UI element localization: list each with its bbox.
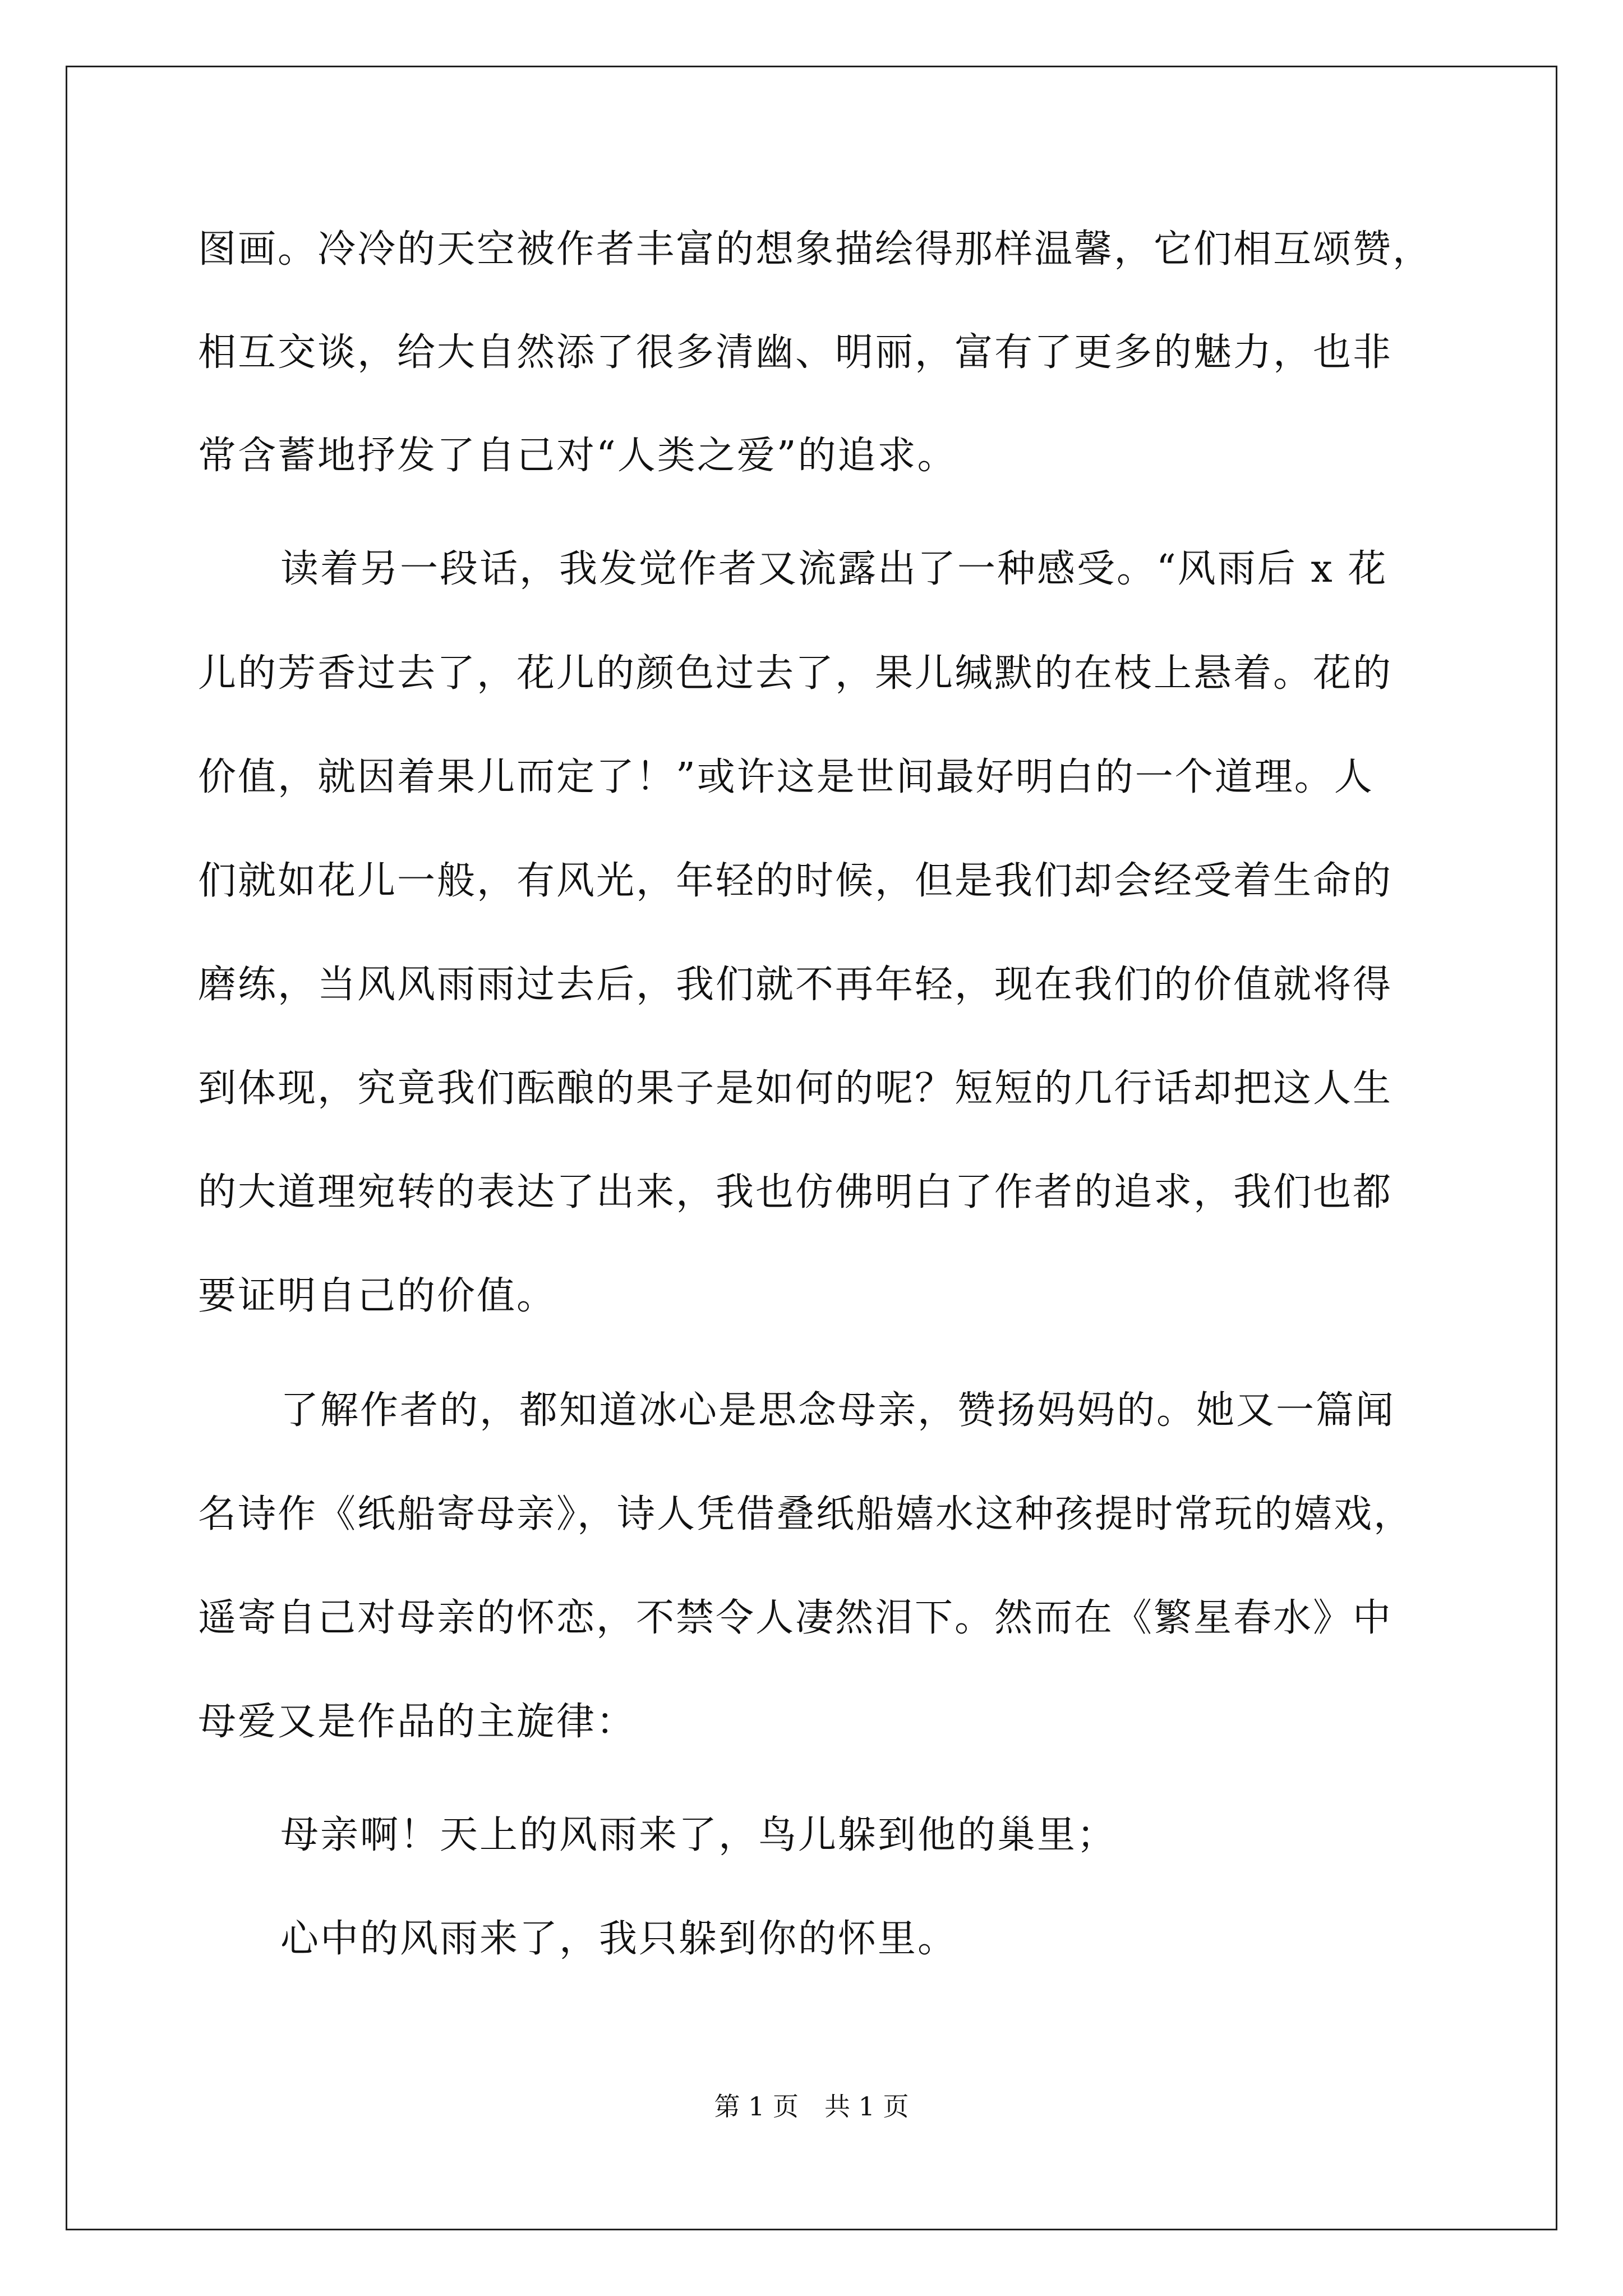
text-line: 图画。冷冷的天空被作者丰富的想象描绘得那样温馨，它们相互颂赞， (198, 227, 1433, 272)
text-line: 们就如花儿一般，有风光，年轻的时候，但是我们却会经受着生命的 (198, 859, 1393, 903)
text-line: 到体现，究竟我们酝酿的果子是如何的呢？短短的几行话却把这人生 (198, 1066, 1393, 1111)
paragraph-first-line: 了解作者的，都知道冰心是思念母亲，赞扬妈妈的。她又一篇闻 (280, 1388, 1396, 1433)
text-line: 磨练，当风风雨雨过去后，我们就不再年轻，现在我们的价值就将得 (198, 963, 1393, 1007)
text-line: 遥寄自己对母亲的怀恋，不禁令人凄然泪下。然而在《繁星春水》中 (198, 1596, 1393, 1640)
text-line: 相互交谈，给大自然添了很多清幽、明丽，富有了更多的魅力，也非 (198, 330, 1393, 375)
text-line: 常含蓄地抒发了自己对“人类之爱”的追求。 (198, 434, 957, 478)
text-line: 要证明自己的价值。 (198, 1274, 557, 1318)
poem-line: 母亲啊！天上的风雨来了，鸟儿躲到他的巢里； (280, 1813, 1117, 1857)
page-number-footer: 第 1 页 共 1 页 (714, 2091, 909, 2122)
text-line: 儿的芳香过去了，花儿的颜色过去了，果儿缄默的在枝上悬着。花的 (198, 651, 1393, 696)
text-line: 名诗作《纸船寄母亲》，诗人凭借叠纸船嬉水这种孩提时常玩的嬉戏， (198, 1492, 1414, 1536)
text-line: 价值，就因着果儿而定了！”或许这是世间最好明白的一个道理。人 (198, 755, 1374, 799)
paragraph-first-line: 读着另一段话，我发觉作者又流露出了一种感受。“风雨后 x 花 (280, 547, 1388, 591)
poem-line: 心中的风雨来了，我只躲到你的怀里。 (280, 1917, 958, 1961)
text-line: 母爱又是作品的主旋律： (198, 1700, 637, 1744)
text-line: 的大道理宛转的表达了出来，我也仿佛明白了作者的追求，我们也都 (198, 1170, 1393, 1214)
